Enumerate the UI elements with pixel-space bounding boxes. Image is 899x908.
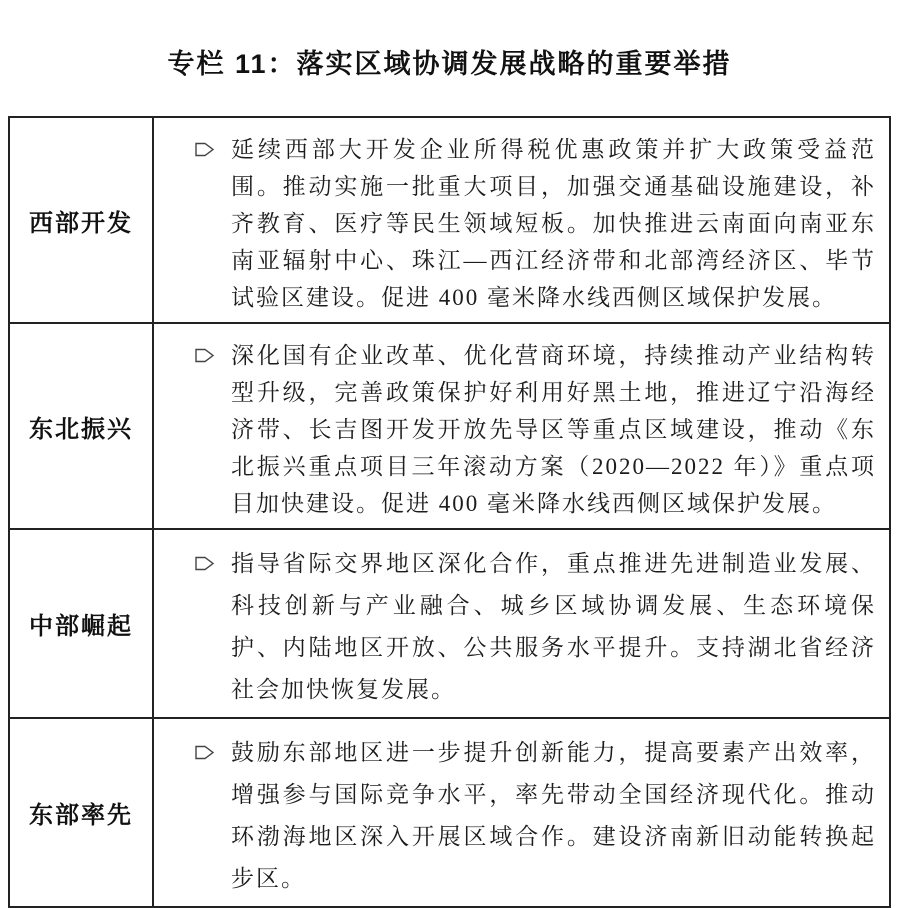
measures-table: [8, 116, 891, 908]
row-text: 延续西部大开发企业所得税优惠政策并扩大政策受益范围。推动实施一批重大项目，加强交通基础设施建设，补齐教育、医疗等民生领域短板。加快推进云南面向南亚东南亚辐射中心、珠江—西江经济带和北部湾经济区、毕节试验区建设。促进 400 毫米降水线西侧区域保护发展。: [231, 137, 876, 310]
row-label: 东部率先: [10, 719, 154, 906]
table-row-western-development: [10, 118, 889, 324]
row-text: 深化国有企业改革、优化营商环境，持续推动产业结构转型升级，完善政策保护好利用好黑土地，推进辽宁沿海经济带、长吉图开发开放先导区等重点区域建设，推动《东北振兴重点项目三年滚动方案（2020—2022 年）》重点项目加快建设。促进 400 毫米降水线西侧区域保护发展。: [231, 343, 876, 516]
table-row-northeast-revitalization: [10, 324, 889, 530]
row-content: [154, 118, 889, 322]
table-row-eastern-lead: [10, 719, 889, 906]
row-label: 西部开发: [10, 118, 154, 322]
arrow-right-pentagon-icon: [194, 744, 215, 761]
table-row-central-rise: [10, 530, 889, 719]
row-text: 鼓励东部地区进一步提升创新能力，提高要素产出效率，增强参与国际竞争水平，率先带动全国经济现代化。推动环渤海地区深入开展区域合作。建设济南新旧动能转换起步区。: [231, 740, 876, 891]
row-content: [154, 530, 889, 717]
arrow-right-pentagon-icon: [194, 347, 215, 364]
arrow-right-pentagon-icon: [194, 141, 215, 158]
row-label: 中部崛起: [10, 530, 154, 717]
row-content: [154, 324, 889, 528]
row-label: 东北振兴: [10, 324, 154, 528]
row-content: [154, 719, 889, 906]
page-title: 专栏 11：落实区域协调发展战略的重要举措: [167, 49, 732, 79]
row-text: 指导省际交界地区深化合作，重点推进先进制造业发展、科技创新与产业融合、城乡区域协调发展、生态环境保护、内陆地区开放、公共服务水平提升。支持湖北省经济社会加快恢复发展。: [231, 551, 876, 702]
arrow-right-pentagon-icon: [194, 555, 215, 572]
